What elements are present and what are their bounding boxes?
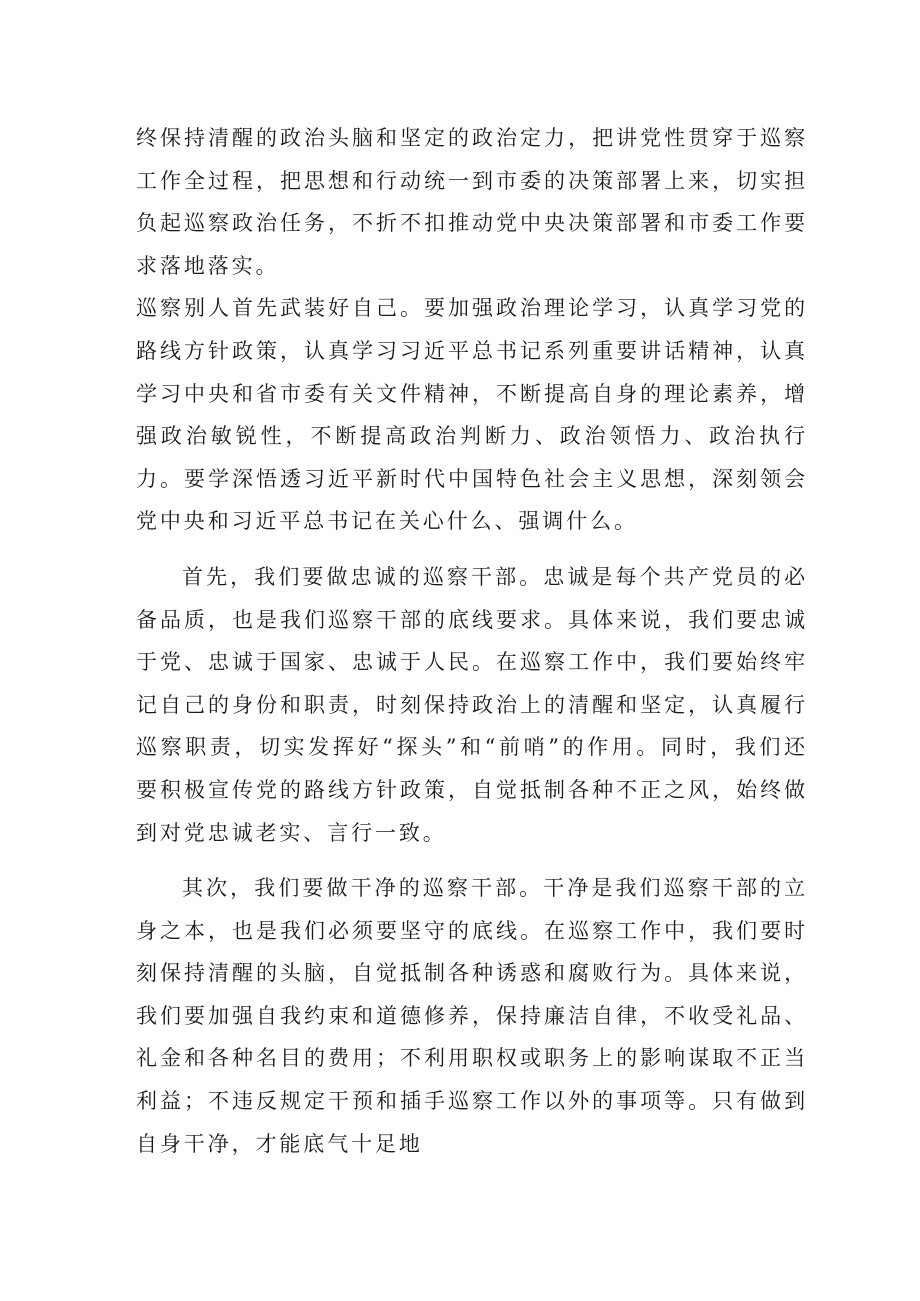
- paragraph-loyal-cadre: 首先，我们要做忠诚的巡察干部。忠诚是每个共产党员的必备品质，也是我们巡察干部的底线要求。具体来说，我们要忠诚于党、忠诚于国家、忠诚于人民。在巡察工作中，我们要始终牢记自己的身份和职责，时刻保持政治上的清醒和坚定，认真履行巡察职责，切实发挥好“探头”和“前哨”的作用。同时，我们还要积极宣传党的路线方针政策，自觉抵制各种不正之风，始终做到对党忠诚老实、言行一致。: [136, 564, 808, 845]
- paragraph-self-arming: 巡察别人首先武装好自己。要加强政治理论学习，认真学习党的路线方针政策，认真学习习近平总书记系列重要讲话精神，认真学习中央和省市委有关文件精神，不断提高自身的理论素养，增强政治敏锐性，不断提高政治判断力、政治领悟力、政治执行力。要学深悟透习近平新时代中国特色社会主义思想，深刻领会党中央和习近平总书记在关心什么、强调什么。: [136, 296, 808, 534]
- paragraph-continued: 终保持清醒的政治头脑和坚定的政治定力，把讲党性贯穿于巡察工作全过程，把思想和行动统一到市委的决策部署上来，切实担负起巡察政治任务，不折不扣推动党中央决策部署和市委工作要求落地落实。: [136, 126, 808, 278]
- paragraph-clean-cadre: 其次，我们要做干净的巡察干部。干净是我们巡察干部的立身之本，也是我们必须要坚守的底线。在巡察工作中，我们要时刻保持清醒的头脑，自觉抵制各种诱惑和腐败行为。具体来说，我们要加强自我约束和道德修养，保持廉洁自律，不收受礼品、礼金和各种名目的费用；不利用职权或职务上的影响谋取不正当利益；不违反规定干预和插手巡察工作以外的事项等。只有做到自身干净，才能底气十足地: [136, 876, 808, 1156]
